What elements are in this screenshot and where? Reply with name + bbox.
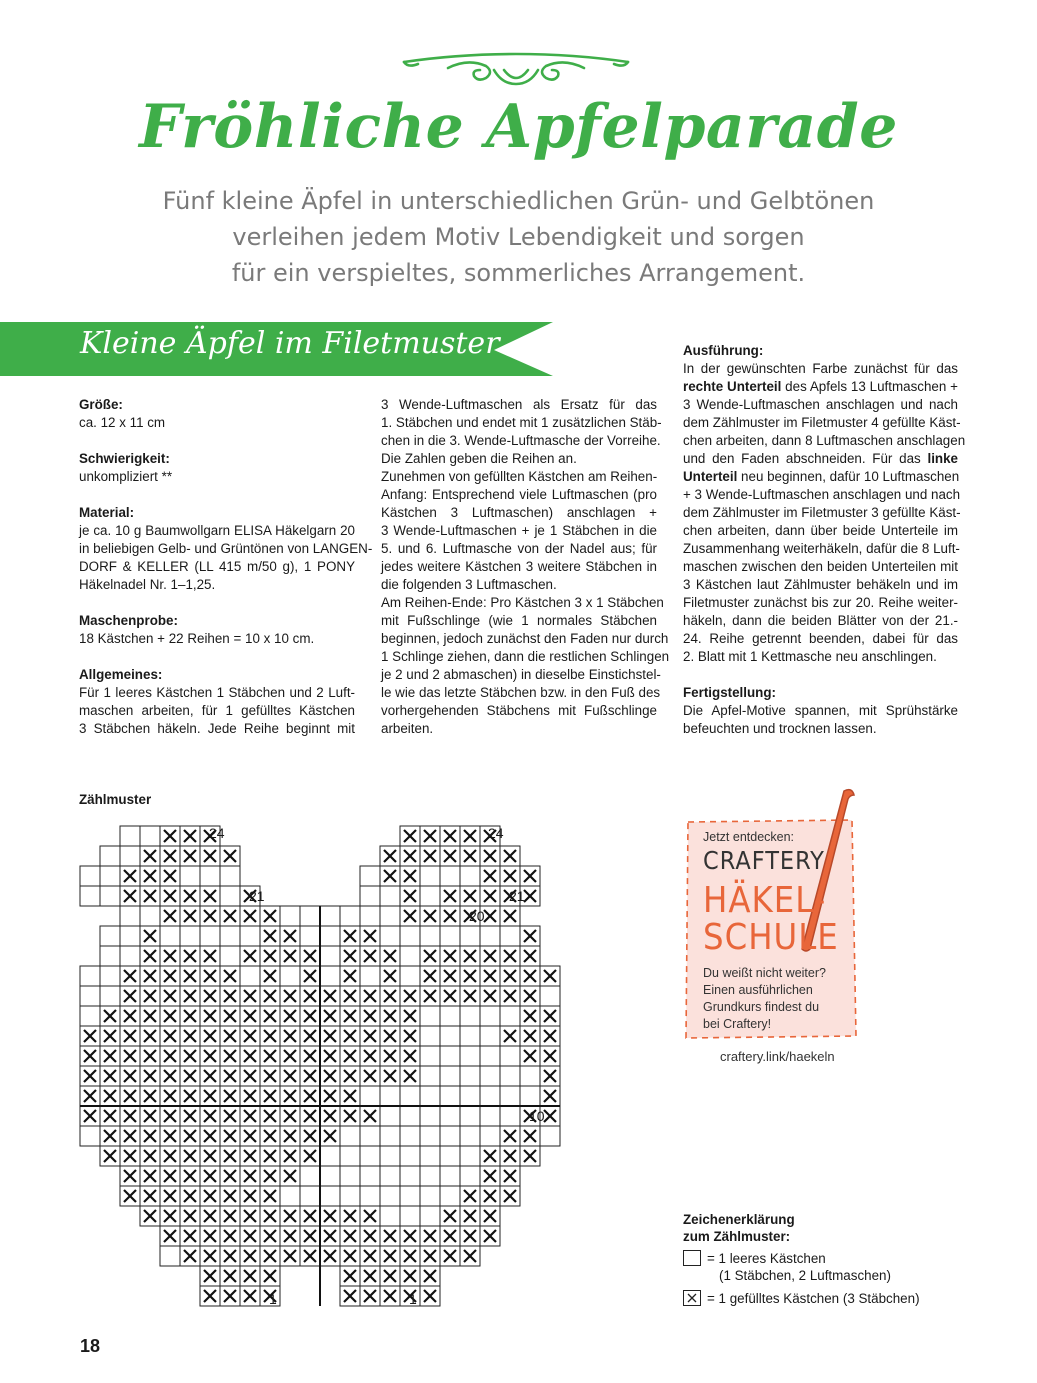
chart-cell xyxy=(520,1066,540,1086)
chart-cell xyxy=(320,966,340,986)
chart-cell xyxy=(440,1086,460,1106)
row-label-1-right: 1 xyxy=(409,1291,417,1307)
chart-cell xyxy=(320,906,340,926)
chart-cell xyxy=(100,966,120,986)
row-label-24-left: 24 xyxy=(209,825,225,841)
body-line: jedes weitere Kästchen 3 weitere Stäbchen in xyxy=(381,559,657,574)
row-label-10: 10 xyxy=(529,1108,545,1124)
body-line: befeuchten und trocknen lassen. xyxy=(683,721,877,736)
row-label-20: 20 xyxy=(469,908,485,924)
chart-cell xyxy=(460,1066,480,1086)
chart-cell xyxy=(420,1146,440,1166)
body-line: rechte Unterteil des Apfels 13 Luftmaschen + xyxy=(683,379,958,394)
filled-box-icon xyxy=(683,1290,701,1306)
chart-cell xyxy=(440,1106,460,1126)
chart-cell xyxy=(100,866,120,886)
chart-cell xyxy=(300,1186,320,1206)
body-line: 3 Wende-Luftmaschen als Ersatz für das xyxy=(381,397,657,412)
general-text: maschen arbeiten, für 1 gefülltes Kästchen xyxy=(79,703,355,718)
chart-cell xyxy=(380,1186,400,1206)
column-left xyxy=(79,396,373,738)
chart-cell xyxy=(480,1046,500,1066)
body-line: Anfang: Entsprechend viele Luftmaschen (pro xyxy=(381,487,657,502)
chart-cell xyxy=(440,1026,460,1046)
chart-cell xyxy=(320,1186,340,1206)
chart-cell xyxy=(460,866,480,886)
chart-cell xyxy=(320,1166,340,1186)
body-line: beginnen, jedoch zunächst den Faden nur durch xyxy=(381,631,669,646)
chart-cell xyxy=(80,966,100,986)
chart-cell xyxy=(400,946,420,966)
chart-cell xyxy=(380,1206,400,1226)
row-label-24-right: 24 xyxy=(488,825,504,841)
chart-cell xyxy=(420,1086,440,1106)
body-line: mit Fußschlinge (wie 1 normales Stäbchen xyxy=(381,613,657,628)
chart-cell xyxy=(120,946,140,966)
body-line: 1 Schlinge ziehen, dann die restlichen Schlingen xyxy=(381,649,670,664)
chart-cell xyxy=(480,926,500,946)
chart-cell xyxy=(200,866,220,886)
chart-cell xyxy=(280,1186,300,1206)
chart-cell xyxy=(440,926,460,946)
chart-cell xyxy=(500,1106,520,1126)
material-text: in beliebigen Gelb- und Grüntönen von LANGEN- xyxy=(79,541,373,556)
chart-cell xyxy=(340,1126,360,1146)
chart-cell xyxy=(380,926,400,946)
chart-cell xyxy=(100,946,120,966)
chart-cell xyxy=(100,886,120,906)
chart-cell xyxy=(120,926,140,946)
chart-cell xyxy=(420,886,440,906)
chart-cell xyxy=(140,906,160,926)
chart-cell xyxy=(300,926,320,946)
chart-cell xyxy=(180,866,200,886)
chart-cell xyxy=(500,1046,520,1066)
body-line: dem Zählmuster im Filetmuster 3 gefüllte Käst- xyxy=(683,505,961,520)
chart-cell xyxy=(340,1146,360,1166)
chart-cell xyxy=(320,946,340,966)
size-heading: Größe: xyxy=(79,397,123,412)
chart-cell xyxy=(460,1126,480,1146)
finishing-heading: Fertigstellung: xyxy=(683,685,776,700)
body-line: chen arbeiten, dann 8 Luftmaschen anschlagen xyxy=(683,433,966,448)
body-line: 1. Stäbchen und endet mit 1 zusätzlichen Stäb- xyxy=(381,415,662,430)
chart-cell xyxy=(220,866,240,886)
chart-cell xyxy=(400,926,420,946)
body-line: + 3 Wende-Luftmaschen anschlagen und nach xyxy=(683,487,961,502)
chart-cell xyxy=(420,926,440,946)
ad-intro: Jetzt entdecken: xyxy=(703,830,795,844)
chart-cell xyxy=(400,1186,420,1206)
body-line: 2. Blatt mit 1 Kettmasche neu anschlingen. xyxy=(683,649,937,664)
chart-label: Zählmuster xyxy=(79,792,152,807)
intro-text xyxy=(100,183,937,291)
chart-cell xyxy=(460,1026,480,1046)
chart-cell xyxy=(360,966,380,986)
material-heading: Material: xyxy=(79,505,135,520)
chart-cell xyxy=(360,1086,380,1106)
chart-cell xyxy=(400,1146,420,1166)
execution-heading: Ausführung: xyxy=(683,343,764,358)
chart-cell xyxy=(380,1146,400,1166)
body-line: chen in die 3. Wende-Luftmasche der Vorreihe. xyxy=(381,433,661,448)
body-line: Zusammenhang weiterhäkeln, dafür die 8 Luft- xyxy=(683,541,960,556)
chart-cell xyxy=(440,1146,460,1166)
chart-cell xyxy=(520,1086,540,1106)
chart-cell xyxy=(380,1126,400,1146)
chart-cell xyxy=(360,1146,380,1166)
chart-cell xyxy=(460,1006,480,1026)
chart-cell xyxy=(100,846,120,866)
chart-cell xyxy=(420,1006,440,1026)
chart-cell xyxy=(500,926,520,946)
chart-cell xyxy=(160,1246,180,1266)
ad-headline: SCHULE xyxy=(703,917,839,958)
ad-headline: HÄKEL- xyxy=(703,880,827,921)
body-line: vorhergehenden Stäbchens mit Fußschlinge xyxy=(381,703,657,718)
body-line: und den Faden abschneiden. Für das linke xyxy=(683,451,958,466)
chart-cell xyxy=(300,1166,320,1186)
chart-cell xyxy=(440,1046,460,1066)
general-text: 3 Stäbchen häkeln. Jede Reihe beginnt mit xyxy=(79,721,355,736)
chart-cell xyxy=(420,1186,440,1206)
legend-title: Zeichenerklärung zum Zählmuster: xyxy=(683,1212,795,1244)
chart-cell xyxy=(380,1086,400,1106)
body-line: dem Zählmuster im Filetmuster 4 gefüllte Käst- xyxy=(683,415,961,430)
body-line: Die Zahlen geben die Reihen an. xyxy=(381,451,577,466)
chart-cell xyxy=(420,1206,440,1226)
chart-cell xyxy=(420,1046,440,1066)
row-label-21-left: 21 xyxy=(249,888,265,904)
chart-cell xyxy=(360,906,380,926)
chart-cell xyxy=(240,926,260,946)
gauge-heading: Maschenprobe: xyxy=(79,613,178,628)
chart-cell xyxy=(340,1186,360,1206)
chart-cell xyxy=(360,1186,380,1206)
chart-cell xyxy=(280,906,300,926)
chart-cell xyxy=(500,1086,520,1106)
legend-empty: = 1 leeres Kästchen (1 Stäbchen, 2 Luftmaschen) xyxy=(683,1250,891,1284)
chart-cell xyxy=(420,866,440,886)
chart-cell xyxy=(460,1086,480,1106)
chart-cell xyxy=(420,1166,440,1186)
general-heading: Allgemeines: xyxy=(79,667,163,682)
chart-cell xyxy=(400,1086,420,1106)
body-line: Unterteil neu beginnen, dafür 10 Luftmaschen xyxy=(683,469,960,484)
chart-cell xyxy=(420,1106,440,1126)
chart-cell xyxy=(80,986,100,1006)
chart-cell xyxy=(200,926,220,946)
chart-cell xyxy=(500,1006,520,1026)
body-line: die folgenden 3 Luftmaschen. xyxy=(381,577,557,592)
chart-cell xyxy=(120,826,140,846)
body-line: Am Reihen-Ende: Pro Kästchen 3 x 1 Stäbchen xyxy=(381,595,664,610)
chart-cell xyxy=(380,886,400,906)
chart-cell xyxy=(140,826,160,846)
chart-cell xyxy=(480,1086,500,1106)
body-line: In der gewünschten Farbe zunächst für das xyxy=(683,361,958,376)
body-line: arbeiten. xyxy=(381,721,434,736)
material-text: je ca. 10 g Baumwollgarn ELISA Häkelgarn 20 xyxy=(79,523,355,538)
page-title: Fröhliche Apfelparade xyxy=(139,92,898,162)
chart-cell xyxy=(500,1066,520,1086)
difficulty-heading: Schwierigkeit: xyxy=(79,451,170,466)
intro-line: verleihen jedem Motiv Lebendigkeit und sorgen xyxy=(232,223,805,251)
column-right xyxy=(683,342,966,738)
body-line: Kästchen 3 Luftmaschen) anschlagen + xyxy=(381,505,657,520)
body-line: chen arbeiten, dann über beide Unterteile im xyxy=(683,523,958,538)
gauge-text: 18 Kästchen + 22 Reihen = 10 x 10 cm. xyxy=(79,631,315,646)
chart-cell xyxy=(420,1026,440,1046)
chart-cell xyxy=(480,1006,500,1026)
column-middle xyxy=(381,396,670,738)
ad-link[interactable]: craftery.link/haekeln xyxy=(720,1049,835,1064)
legend-filled: = 1 gefülltes Kästchen (3 Stäbchen) xyxy=(683,1290,920,1307)
chart-cell xyxy=(400,966,420,986)
chart-cell xyxy=(480,1066,500,1086)
chart-cell xyxy=(220,946,240,966)
body-line: Filetmuster zunächst bis zur 20. Reihe weiter- xyxy=(683,595,958,610)
chart-cell xyxy=(380,906,400,926)
body-line: häkeln, dann die beiden Blätter von der 21.- xyxy=(683,613,958,628)
body-line: Die Apfel-Motive spannen, mit Sprühstärke xyxy=(683,703,958,718)
chart-cell xyxy=(380,1106,400,1126)
chart-cell xyxy=(540,1126,560,1146)
body-line: 3 Kästchen laut Zählmuster behäkeln und im xyxy=(683,577,958,592)
chart-cell xyxy=(440,1066,460,1086)
chart-cell xyxy=(480,1126,500,1146)
body-line: le wie das letzte Stäbchen bzw. in den Fuß des xyxy=(381,685,661,700)
chart-cell xyxy=(220,926,240,946)
chart-cell xyxy=(240,966,260,986)
empty-box-icon xyxy=(683,1250,701,1266)
chart-cell xyxy=(120,846,140,866)
chart-cell xyxy=(480,1106,500,1126)
intro-line: Fünf kleine Äpfel in unterschiedlichen Grün- und Gelbtönen xyxy=(162,187,875,215)
chart-cell xyxy=(360,886,380,906)
chart-cell xyxy=(120,906,140,926)
chart-cell xyxy=(540,986,560,1006)
difficulty-text: unkompliziert ** xyxy=(79,469,173,484)
chart-cell xyxy=(460,1146,480,1166)
chart-cell xyxy=(80,1006,100,1026)
chart-cell xyxy=(80,1126,100,1146)
chart-cell xyxy=(180,926,200,946)
chart-cell xyxy=(440,1186,460,1206)
body-line: Zunehmen von gefüllten Kästchen am Reihen- xyxy=(381,469,658,484)
chart-cell xyxy=(80,866,100,886)
chart-cell xyxy=(400,1166,420,1186)
chart-cell xyxy=(100,986,120,1006)
chart-cell xyxy=(440,1006,460,1026)
body-line: 24. Reihe getrennt beenden, dabei für das xyxy=(683,631,958,646)
body-line: 5. und 6. Luftmasche von der Nadel aus; für xyxy=(381,541,657,556)
chart-cell xyxy=(420,1126,440,1146)
ad-brand: CRAFTERY xyxy=(703,846,825,875)
chart-cell xyxy=(400,1126,420,1146)
row-label-1-left: 1 xyxy=(269,1291,277,1307)
body-line: maschen zwischen den beiden Unterteilen mit xyxy=(683,559,958,574)
row-label-21-right: 21 xyxy=(509,888,525,904)
intro-line: für ein verspieltes, sommerliches Arrangement. xyxy=(231,259,806,287)
body-line: je 2 und 2 abmaschen) in dieselbe Einstichstel- xyxy=(381,667,661,682)
decorative-ornament xyxy=(398,48,634,90)
chart-cell xyxy=(400,1106,420,1126)
ad-description: Du weißt nicht weiter? Einen ausführlichen Grundkurs findest du bei Craftery! xyxy=(703,966,826,1031)
chart-cell xyxy=(360,1166,380,1186)
material-text: Häkelnadel Nr. 1–1,25. xyxy=(79,577,216,592)
page-number: 18 xyxy=(80,1336,101,1356)
filet-chart xyxy=(70,820,570,1310)
chart-cell xyxy=(420,1066,440,1086)
chart-cell xyxy=(360,866,380,886)
material-text: DORF & KELLER (LL 415 m/50 g), 1 PONY xyxy=(79,559,355,574)
general-text: Für 1 leeres Kästchen 1 Stäbchen und 2 Luft- xyxy=(79,685,355,700)
chart-cell xyxy=(480,1026,500,1046)
section-title: Kleine Äpfel im Filetmuster xyxy=(80,326,500,361)
chart-cell xyxy=(460,1106,480,1126)
chart-cell xyxy=(340,906,360,926)
chart-cell xyxy=(280,966,300,986)
chart-cell xyxy=(460,926,480,946)
chart-cell xyxy=(380,1166,400,1186)
chart-cell xyxy=(320,926,340,946)
chart-cell xyxy=(340,1166,360,1186)
chart-cell xyxy=(360,1126,380,1146)
chart-cell xyxy=(460,1166,480,1186)
chart-cell xyxy=(320,1146,340,1166)
size-text: ca. 12 x 11 cm xyxy=(79,415,166,430)
body-line: 3 Wende-Luftmaschen anschlagen und nach xyxy=(683,397,958,412)
chart-cell xyxy=(400,1206,420,1226)
chart-cell xyxy=(80,886,100,906)
body-line: 3 Wende-Luftmaschen + je 1 Stäbchen in die xyxy=(381,523,657,538)
chart-cell xyxy=(100,926,120,946)
chart-cell xyxy=(160,926,180,946)
chart-cell xyxy=(460,1046,480,1066)
chart-cell xyxy=(300,906,320,926)
chart-cell xyxy=(440,1166,460,1186)
chart-cell xyxy=(440,866,460,886)
chart-cell xyxy=(220,886,240,906)
chart-cell xyxy=(440,1126,460,1146)
